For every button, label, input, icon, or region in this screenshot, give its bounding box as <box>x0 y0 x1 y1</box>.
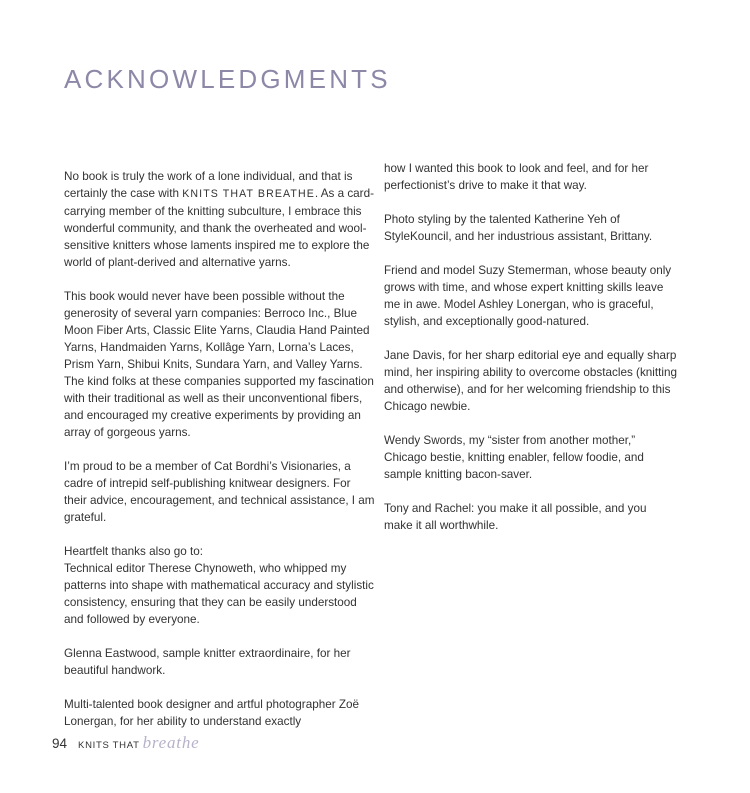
footer-book-title-script: breathe <box>142 733 200 752</box>
page-footer <box>52 733 199 753</box>
page-title: ACKNOWLEDGMENTS <box>64 64 391 94</box>
paragraph-text: No book is truly the work of a lone individual, and that is certainly the case with <box>64 170 353 200</box>
paragraph: Multi-talented book designer and artful photographer Zoë Lonergan, for her ability to understand exactly <box>64 698 359 728</box>
footer-book-title: KNITS THAT <box>78 740 140 751</box>
paragraph <box>64 543 376 628</box>
paragraph: Friend and model Suzy Stemerman, whose beauty only grows with time, and whose expert knitting skills leave me in awe. Model Ashley Lonergan, who is graceful, stylish, and exceptionally good-natured. <box>384 264 672 328</box>
paragraph: Tony and Rachel: you make it all possible, and you make it all worthwhile. <box>384 502 647 532</box>
paragraph-text: Technical editor Therese Chynoweth, who whipped my patterns into shape with mathematical accuracy and stylistic consistency, ensuring that they can be easily understood and followed by everyone. <box>64 562 374 626</box>
paragraph <box>64 168 376 271</box>
paragraph: This book would never have been possible without the generosity of several yarn companies: Berroco Inc., Blue Moon Fiber Arts, Classic Elite Yarns, Claudia Hand Painted Yarns, Handmaiden Yarns, Kollâge Yarn, Lorna’s Laces, Prism Yarn, Shibui Knits, Sundara Yarn, and Valley Yarns. The kind folks at these companies supported my fascination with their traditional as well as their unconventional fibers, and encouraged my creative experiments by providing an array of gorgeous yarns. <box>64 290 374 439</box>
book-title-inline: KNITS THAT BREATHE <box>182 188 315 200</box>
page-number: 94 <box>52 736 68 751</box>
paragraph: Glenna Eastwood, sample knitter extraordinaire, for her beautiful handwork. <box>64 647 351 677</box>
paragraph: Jane Davis, for her sharp editorial eye and equally sharp mind, her inspiring ability to overcome obstacles (knitting and otherwise), and for her welcoming friendship to this Chicago newbie. <box>384 349 677 413</box>
paragraph: how I wanted this book to look and feel, and for her perfectionist’s drive to make it that way. <box>384 162 649 192</box>
paragraph-text: . As a card-carrying member of the knitting subculture, I embrace this wonderful community, and thank the overheated and wool-sensitive knitters whose laments inspired me to explore the world of plant-derived and alternative yarns. <box>64 187 374 269</box>
paragraph-text: Heartfelt thanks also go to: <box>64 545 204 558</box>
paragraph: Photo styling by the talented Katherine Yeh of StyleKouncil, and her industrious assistant, Brittany. <box>384 213 653 243</box>
paragraph: Wendy Swords, my “sister from another mother,” Chicago bestie, knitting enabler, fellow foodie, and sample knitting bacon-saver. <box>384 434 644 481</box>
left-column <box>64 168 376 730</box>
right-column <box>384 160 678 534</box>
paragraph: I’m proud to be a member of Cat Bordhi’s Visionaries, a cadre of intrepid self-publishing knitwear designers. For their advice, encouragement, and technical assistance, I am grateful. <box>64 460 375 524</box>
